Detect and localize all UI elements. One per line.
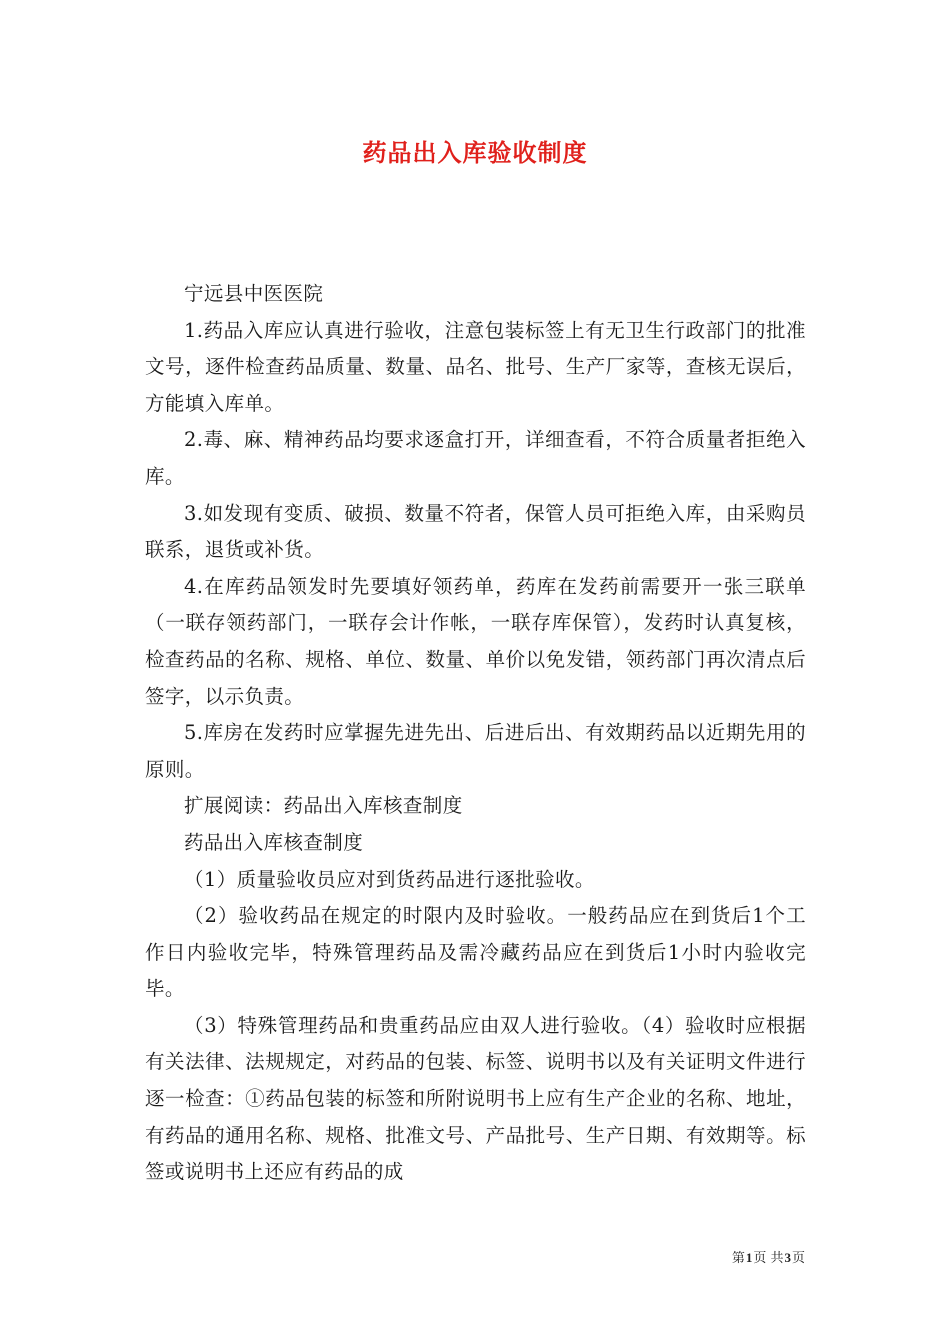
- paragraph-rule-1: 1.药品入库应认真进行验收，注意包装标签上有无卫生行政部门的批准文号，逐件检查药品质量、数量、品名、批号、生产厂家等，查核无误后，方能填入库单。: [145, 318, 806, 415]
- footer-total-pages: 3: [784, 1250, 791, 1265]
- footer-middle: 页 共: [753, 1251, 784, 1266]
- footer-prefix: 第: [731, 1251, 745, 1266]
- footer-suffix: 页: [791, 1251, 805, 1266]
- document-title: 药品出入库验收制度: [362, 138, 588, 167]
- page-footer: [732, 1247, 805, 1266]
- document-body: [145, 276, 806, 1191]
- extended-reading-heading: 扩展阅读：药品出入库核查制度: [184, 794, 463, 818]
- hospital-name: 宁远县中医医院: [184, 282, 324, 305]
- paragraph-rule-5: 5.库房在发药时应掌握先进先出、后进后出、有效期药品以近期先用的原则。: [145, 721, 806, 781]
- paragraph-rule-2: 2.毒、麻、精神药品均要求逐盒打开，详细查看，不符合质量者拒绝入库。: [145, 428, 806, 488]
- paragraph-item-2: （2）验收药品在规定的时限内及时验收。一般药品应在到货后1个工作日内验收完毕，特殊管理药品及需冷藏药品应在到货后1小时内验收完毕。: [145, 904, 806, 1001]
- paragraph-rule-3: 3.如发现有变质、破损、数量不符者，保管人员可拒绝入库，由采购员联系，退货或补货。: [145, 501, 806, 562]
- paragraph-rule-4: 4.在库药品领发时先要填好领药单，药库在发药前需要开一张三联单（一联存领药部门，一联存会计作帐，一联存库保管），发药时认真复核，检查药品的名称、规格、单位、数量、单价以免发错，领药部门再次清点后签字，以示负责。: [145, 574, 806, 708]
- paragraph-item-1: （1）质量验收员应对到货药品进行逐批验收。: [184, 867, 595, 891]
- paragraph-item-3: （3）特殊管理药品和贵重药品应由双人进行验收。（4）验收时应根据有关法律、法规规定，对药品的包装、标签、说明书以及有关证明文件进行逐一检查：①药品包装的标签和所附说明书上应有生产企业的名称、地址，有药品的通用名称、规格、批准文号、产品批号、生产日期、有效期等。标签或说明书上还应有药品的成: [145, 1013, 806, 1184]
- section-subtitle: 药品出入库核查制度: [184, 830, 364, 854]
- footer-current-page: 1: [745, 1250, 753, 1265]
